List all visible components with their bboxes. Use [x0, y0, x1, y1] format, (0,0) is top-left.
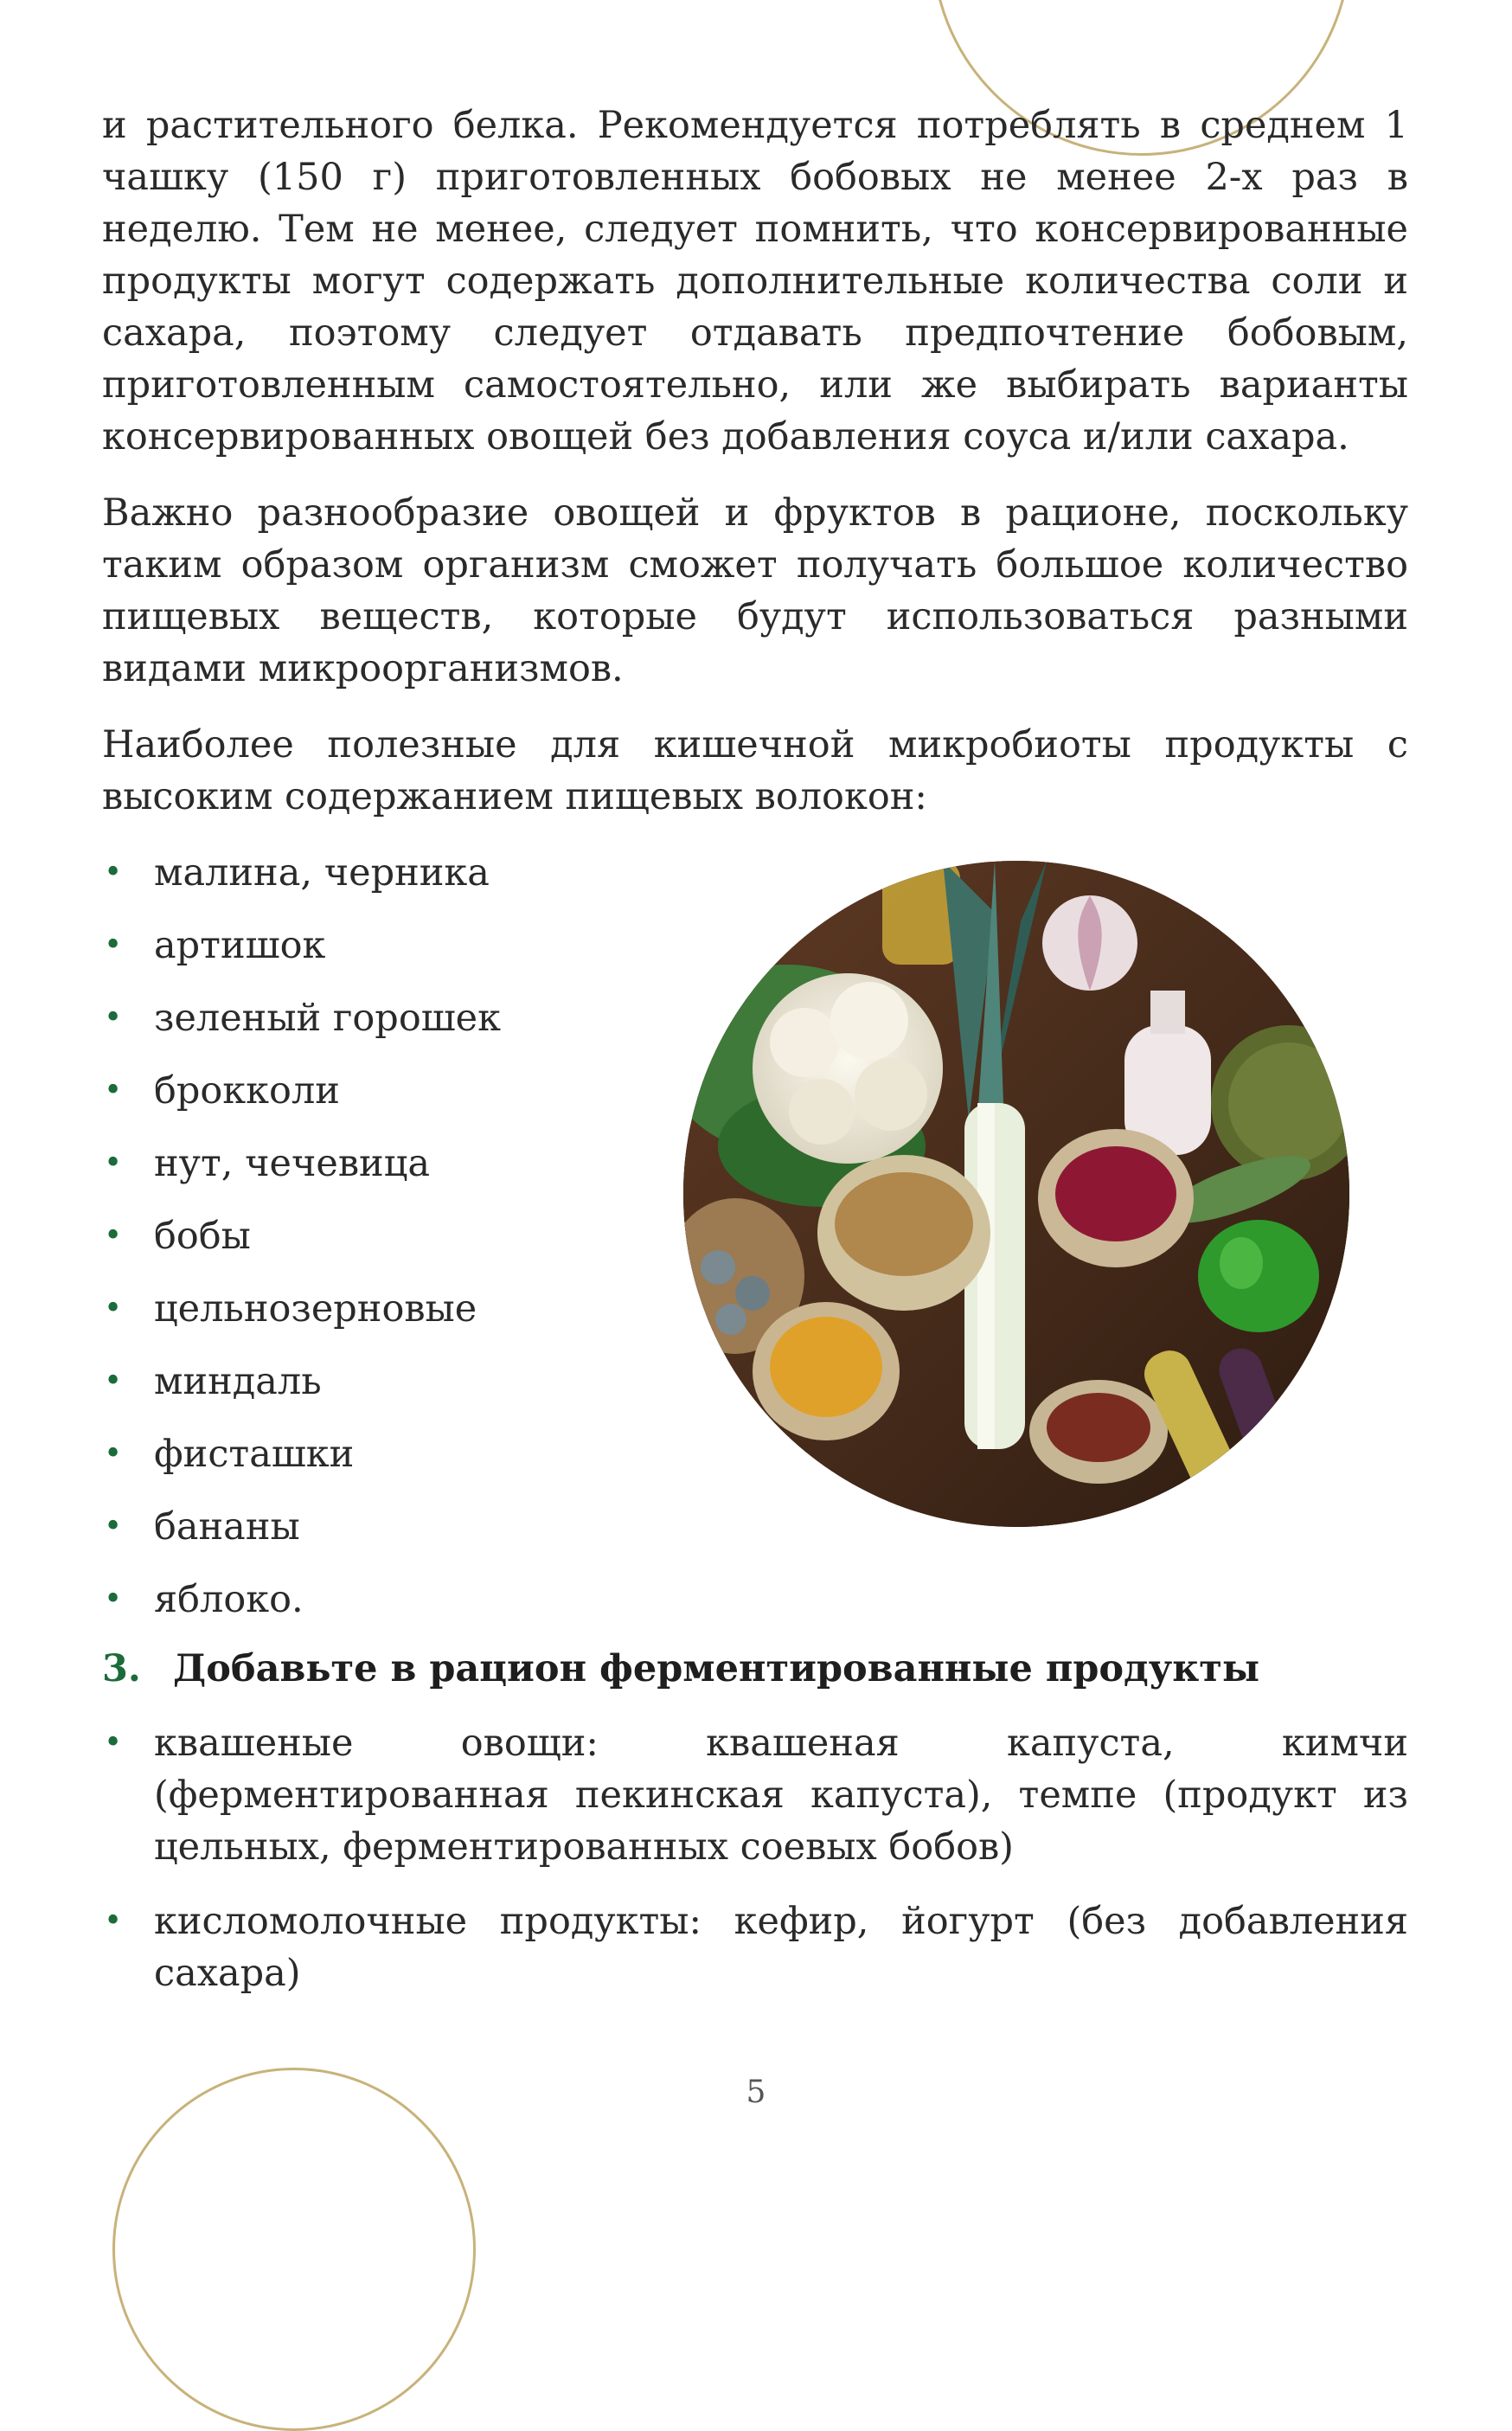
bullet-icon: • [104, 1363, 123, 1399]
bullet-icon: • [104, 1073, 123, 1108]
bullet-icon: • [104, 927, 123, 963]
bullet-icon: • [104, 1436, 123, 1472]
list-item-label: кисломолочные продукты: кефир, йогурт (без добавления сахара) [154, 1900, 1408, 1995]
paragraph-legumes: и растительного белка. Рекомендуется потреблять в среднем 1 чашку (150 г) приготовленных бобовых не менее 2-х раз в неделю. Тем не менее, следует помнить, что консервированные продукты могут содержать дополнительные количества соли и сахара, поэтому следует отдавать предпочтение бобовым, приготовленным самостоятельно, или же выбирать варианты консервированных овощей без добавления соуса и/или сахара. [102, 104, 1408, 459]
section-title: Добавьте в рацион ферментированные продукты [173, 1647, 1260, 1690]
bullet-icon: • [104, 1145, 123, 1181]
list-item-label: артишок [154, 924, 326, 967]
section-3-heading [102, 1643, 1408, 1695]
list-item-label: цельнозерновые [154, 1287, 477, 1331]
list-item-label: малина, черника [154, 851, 490, 895]
list-item-label: миндаль [154, 1360, 322, 1403]
list-item-label: яблоко. [154, 1578, 304, 1621]
vegetables-illustration [683, 861, 1349, 1527]
page-number: 5 [746, 2075, 766, 2110]
bullet-icon: • [104, 855, 123, 890]
bullet-icon: • [104, 1581, 123, 1617]
list-item-label: брокколи [154, 1069, 340, 1113]
bullet-icon: • [104, 1291, 123, 1326]
decorative-circle-bottom [112, 2068, 476, 2431]
bullet-icon: • [104, 1000, 123, 1036]
paragraph-variety: Важно разнообразие овощей и фруктов в рационе, поскольку таким образом организм сможет получать большое количество пищевых веществ, которые будут использоваться разными видами микроорганизмов. [102, 491, 1408, 690]
list-item [102, 1501, 1408, 1553]
list-item [102, 1717, 1408, 1873]
vegetables-photo [683, 861, 1349, 1527]
list-item [102, 1895, 1408, 1999]
bullet-icon: • [104, 1725, 123, 1761]
section-number: 3. [102, 1647, 141, 1690]
paragraph-fiber-intro: Наиболее полезные для кишечной микробиоты продукты с высоким содержанием пищевых волокон: [102, 723, 1408, 818]
list-item-label: бананы [154, 1505, 300, 1549]
bullet-icon: • [104, 1218, 123, 1254]
list-item-label: квашеные овощи: квашеная капуста, кимчи (ферментированная пекинская капуста), темпе (продукт из цельных, ферментированных соевых бобов) [154, 1722, 1408, 1869]
list-item [102, 847, 1408, 899]
list-item-label: бобы [154, 1215, 251, 1258]
bullet-icon: • [104, 1509, 123, 1544]
list-item [102, 1574, 1408, 1626]
list-item-label: нут, чечевица [154, 1142, 430, 1185]
list-item-label: фисташки [154, 1433, 355, 1476]
fermented-food-list [102, 1717, 1408, 1999]
bullet-icon: • [104, 1903, 123, 1939]
list-item-label: зеленый горошек [154, 997, 502, 1040]
